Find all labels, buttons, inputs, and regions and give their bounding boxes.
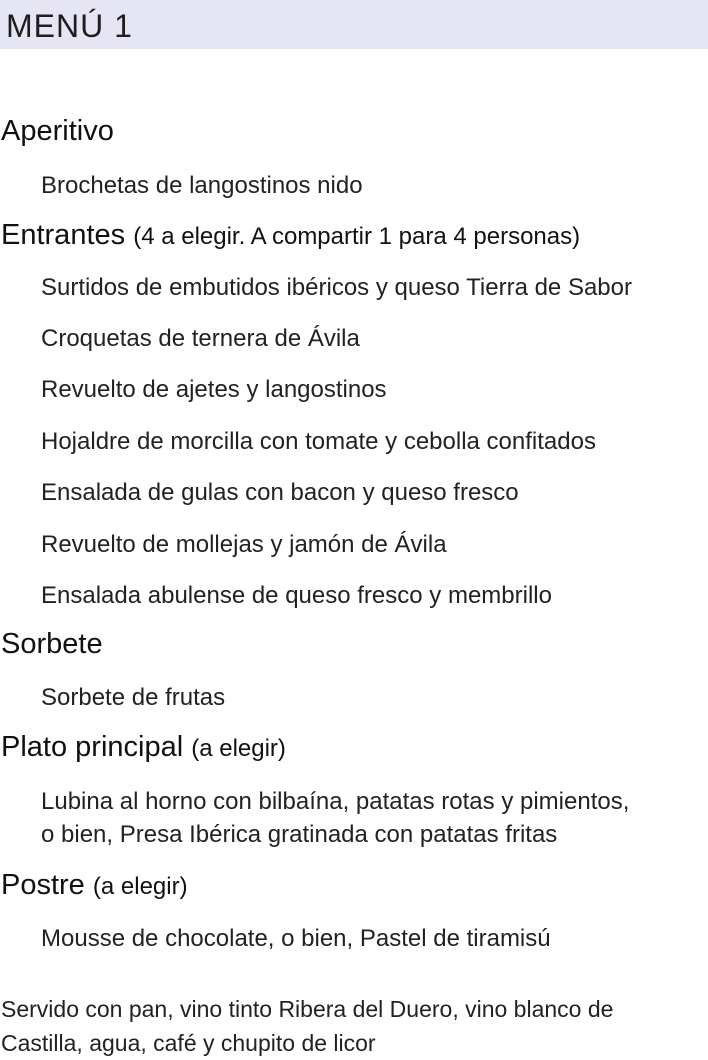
menu-item-plato-principal-line-2: o bien, Presa Ibérica gratinada con patatas fritas (41, 821, 558, 848)
section-plato-principal-title: Plato principal (1, 731, 184, 763)
section-postre-note: (a elegir) (92, 873, 188, 900)
menu-item-entrantes-4: Hojaldre de morcilla con tomate y cebolla confitados (41, 428, 596, 455)
menu-item-entrantes-5: Ensalada de gulas con bacon y queso fresco (41, 479, 519, 506)
menu-item-aperitivo-1: Brochetas de langostinos nido (41, 172, 363, 199)
section-postre-title: Postre (1, 869, 85, 901)
section-postre-heading (1, 868, 188, 904)
section-entrantes-note: (4 a elegir. A compartir 1 para 4 personas) (133, 223, 581, 250)
footer-note-line-2: Castilla, agua, café y chupito de licor (1, 1030, 376, 1056)
menu-item-entrantes-3: Revuelto de ajetes y langostinos (41, 376, 387, 403)
menu-item-sorbete-1: Sorbete de frutas (41, 684, 226, 711)
section-entrantes-title: Entrantes (1, 219, 126, 251)
menu-item-entrantes-1: Surtidos de embutidos ibéricos y queso Tierra de Sabor (41, 274, 632, 301)
section-entrantes-heading (1, 218, 580, 254)
menu-item-entrantes-2: Croquetas de ternera de Ávila (41, 325, 360, 352)
menu-header-bar (0, 0, 708, 49)
menu-item-plato-principal-line-1: Lubina al horno con bilbaína, patatas rotas y pimientos, (41, 788, 630, 815)
section-plato-principal-heading (1, 730, 286, 766)
menu-item-postre-1: Mousse de chocolate, o bien, Pastel de tiramisú (41, 925, 551, 952)
section-sorbete-heading (1, 627, 103, 661)
section-aperitivo-heading (1, 114, 114, 148)
menu-item-entrantes-7: Ensalada abulense de queso fresco y membrillo (41, 582, 552, 609)
menu-title: MENÚ 1 (6, 8, 133, 44)
footer-note (1, 992, 707, 1060)
footer-note-line-1: Servido con pan, vino tinto Ribera del Duero, vino blanco de (1, 996, 614, 1022)
section-sorbete-title: Sorbete (1, 628, 103, 660)
section-aperitivo-title: Aperitivo (1, 115, 114, 147)
section-plato-principal-note: (a elegir) (191, 735, 286, 762)
menu-item-entrantes-6: Revuelto de mollejas y jamón de Ávila (41, 531, 447, 558)
menu-item-plato-principal (41, 785, 629, 851)
